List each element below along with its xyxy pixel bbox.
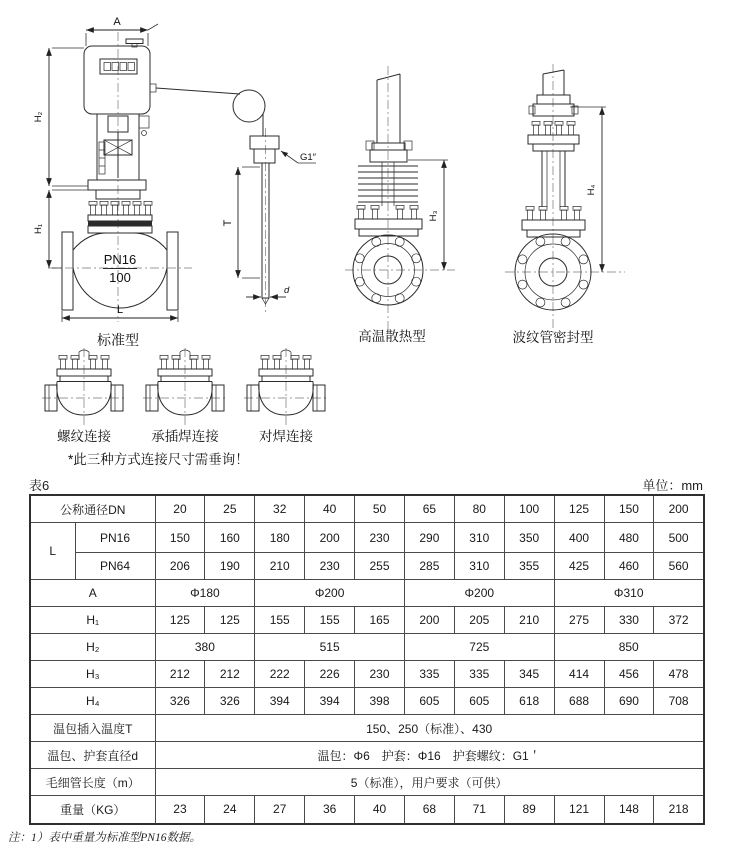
table-cell: 40 bbox=[355, 796, 405, 824]
table-cell: 68 bbox=[404, 796, 454, 824]
table-cell: 148 bbox=[604, 796, 654, 824]
table-cell: 155 bbox=[255, 607, 305, 634]
table-cell: 326 bbox=[205, 688, 255, 715]
table-cell: Φ180 bbox=[155, 580, 255, 607]
row-label-h3: H₃ bbox=[30, 661, 155, 688]
row-h3 bbox=[30, 661, 704, 688]
high-temp-valve-drawing bbox=[345, 66, 455, 344]
bellows-valve-drawing bbox=[505, 64, 625, 345]
table-cell: 206 bbox=[155, 553, 205, 580]
table-cell: 230 bbox=[355, 661, 405, 688]
table-cell: 150 bbox=[604, 495, 654, 523]
table-cell: 165 bbox=[355, 607, 405, 634]
table-cell: 230 bbox=[305, 553, 355, 580]
table-cell: 125 bbox=[205, 607, 255, 634]
table-cell: 355 bbox=[504, 553, 554, 580]
socket-weld-caption: 承插焊连接 bbox=[151, 429, 219, 444]
body-rating-label: PN16 bbox=[103, 252, 137, 267]
row-label-pn16: PN16 bbox=[75, 523, 155, 553]
table-cell: 400 bbox=[554, 523, 604, 553]
dim-label-a: A bbox=[113, 16, 121, 28]
table-cell: 335 bbox=[454, 661, 504, 688]
table-cell: 380 bbox=[155, 634, 255, 661]
dim-label-d: d bbox=[284, 285, 290, 296]
dim-label-h1: H₁ bbox=[33, 223, 44, 235]
table-cell: 200 bbox=[305, 523, 355, 553]
table-cell: 310 bbox=[454, 523, 504, 553]
table-cell: 150、250（标准）、430 bbox=[155, 715, 704, 742]
table-cell: 155 bbox=[305, 607, 355, 634]
bellows-caption: 波纹管密封型 bbox=[512, 330, 594, 345]
row-l-pn64 bbox=[30, 553, 704, 580]
table-cell: 478 bbox=[654, 661, 704, 688]
row-label-l: L bbox=[30, 523, 75, 580]
table-cell: 372 bbox=[654, 607, 704, 634]
table-cell: Φ310 bbox=[554, 580, 704, 607]
table-cell: 40 bbox=[305, 495, 355, 523]
socket-weld-valve-drawing bbox=[143, 348, 227, 426]
actuator-display bbox=[100, 59, 137, 74]
table-cell: 345 bbox=[504, 661, 554, 688]
table-cell: 121 bbox=[554, 796, 604, 824]
table-number-label: 表6 bbox=[29, 478, 50, 493]
row-label-capillary: 毛细管长度（m） bbox=[30, 769, 155, 796]
table-cell: 50 bbox=[355, 495, 405, 523]
table-cell: Φ200 bbox=[255, 580, 405, 607]
table-cell: 89 bbox=[504, 796, 554, 824]
table-cell: 160 bbox=[205, 523, 255, 553]
table-cell: 温包：Φ6 护套：Φ16 护套螺纹：G1＇ bbox=[155, 742, 704, 769]
table-cell: 150 bbox=[155, 523, 205, 553]
table-cell: 394 bbox=[255, 688, 305, 715]
table-cell: 25 bbox=[205, 495, 255, 523]
table-cell: 330 bbox=[604, 607, 654, 634]
table-cell: 100 bbox=[504, 495, 554, 523]
unit-label: 单位：mm bbox=[642, 478, 703, 493]
row-h4 bbox=[30, 688, 704, 715]
dim-label-h4: H₄ bbox=[586, 184, 597, 196]
temperature-sensor-drawing bbox=[222, 90, 317, 312]
threaded-valve-drawing bbox=[42, 348, 126, 426]
high-temp-caption: 高温散热型 bbox=[358, 329, 426, 344]
table-cell: 618 bbox=[504, 688, 554, 715]
row-label-h2: H₂ bbox=[30, 634, 155, 661]
dim-label-h2: H₂ bbox=[33, 111, 44, 123]
row-dn bbox=[30, 495, 704, 523]
row-label-pn64: PN64 bbox=[75, 553, 155, 580]
table-cell: 456 bbox=[604, 661, 654, 688]
dim-label-l: L bbox=[116, 304, 124, 316]
table-cell: 200 bbox=[404, 607, 454, 634]
table-cell: 255 bbox=[355, 553, 405, 580]
table-cell: 605 bbox=[454, 688, 504, 715]
butt-weld-valve-drawing bbox=[244, 348, 328, 426]
row-label-weight: 重量（KG） bbox=[30, 796, 155, 824]
connection-note: *此三种方式连接尺寸需垂询！ bbox=[68, 452, 249, 467]
table-cell: 65 bbox=[404, 495, 454, 523]
row-diameter bbox=[30, 742, 704, 769]
table-cell: 125 bbox=[554, 495, 604, 523]
table-cell: 212 bbox=[205, 661, 255, 688]
table-cell: 690 bbox=[604, 688, 654, 715]
table-cell: 335 bbox=[404, 661, 454, 688]
table-cell: 5（标准），用户要求（可供） bbox=[155, 769, 704, 796]
row-label-t-insert: 温包插入温度T bbox=[30, 715, 155, 742]
table-cell: 290 bbox=[404, 523, 454, 553]
table-cell: 230 bbox=[355, 523, 405, 553]
table-cell: 394 bbox=[305, 688, 355, 715]
table-cell: 125 bbox=[155, 607, 205, 634]
table-cell: 200 bbox=[654, 495, 704, 523]
table-cell: 23 bbox=[155, 796, 205, 824]
row-t-insert bbox=[30, 715, 704, 742]
row-capillary bbox=[30, 769, 704, 796]
row-l-pn16 bbox=[30, 523, 704, 553]
table-cell: 275 bbox=[554, 607, 604, 634]
row-h1 bbox=[30, 607, 704, 634]
dim-label-h3: H₃ bbox=[428, 210, 439, 222]
row-a bbox=[30, 580, 704, 607]
connection-thumbnails bbox=[42, 348, 328, 467]
row-label-diameter: 温包、护套直径d bbox=[30, 742, 155, 769]
table-cell: 425 bbox=[554, 553, 604, 580]
dim-label-t: T bbox=[222, 219, 234, 227]
table-cell: 222 bbox=[255, 661, 305, 688]
row-label-h4: H₄ bbox=[30, 688, 155, 715]
table-cell: 80 bbox=[454, 495, 504, 523]
table-cell: 708 bbox=[654, 688, 704, 715]
table-cell: 414 bbox=[554, 661, 604, 688]
table-cell: 398 bbox=[355, 688, 405, 715]
footnote: 注：1）表中重量为标准型PN16数据。 bbox=[8, 832, 201, 844]
table-cell: 515 bbox=[255, 634, 405, 661]
body-dn-label: 100 bbox=[109, 270, 131, 285]
table-cell: 205 bbox=[454, 607, 504, 634]
table-cell: 210 bbox=[255, 553, 305, 580]
table-cell: 71 bbox=[454, 796, 504, 824]
table-cell: 218 bbox=[654, 796, 704, 824]
table-cell: 688 bbox=[554, 688, 604, 715]
threaded-caption: 螺纹连接 bbox=[57, 429, 111, 444]
table-cell: 32 bbox=[255, 495, 305, 523]
standard-valve-drawing bbox=[33, 16, 240, 348]
table-cell: 24 bbox=[205, 796, 255, 824]
spec-table bbox=[29, 494, 705, 825]
table-cell: 500 bbox=[654, 523, 704, 553]
table-cell: 180 bbox=[255, 523, 305, 553]
table-cell: 326 bbox=[155, 688, 205, 715]
table-cell: 190 bbox=[205, 553, 255, 580]
table-cell: 27 bbox=[255, 796, 305, 824]
thread-size-label: G1″ bbox=[300, 152, 317, 163]
table-cell: 560 bbox=[654, 553, 704, 580]
table-cell: 226 bbox=[305, 661, 355, 688]
table-cell: 36 bbox=[305, 796, 355, 824]
table-cell: 480 bbox=[604, 523, 654, 553]
table-cell: 350 bbox=[504, 523, 554, 553]
table-cell: 210 bbox=[504, 607, 554, 634]
table-cell: 725 bbox=[404, 634, 554, 661]
table-cell: 850 bbox=[554, 634, 704, 661]
table-cell: 20 bbox=[155, 495, 205, 523]
table-cell: 460 bbox=[604, 553, 654, 580]
table-cell: 285 bbox=[404, 553, 454, 580]
table-cell: 212 bbox=[155, 661, 205, 688]
standard-valve-caption: 标准型 bbox=[97, 332, 139, 348]
row-label-dn: 公称通径DN bbox=[30, 495, 155, 523]
butt-weld-caption: 对焊连接 bbox=[259, 429, 313, 444]
table-cell: Φ200 bbox=[404, 580, 554, 607]
row-label-a: A bbox=[30, 580, 155, 607]
row-label-h1: H₁ bbox=[30, 607, 155, 634]
row-weight bbox=[30, 796, 704, 824]
table-cell: 605 bbox=[404, 688, 454, 715]
row-h2 bbox=[30, 634, 704, 661]
table-cell: 310 bbox=[454, 553, 504, 580]
